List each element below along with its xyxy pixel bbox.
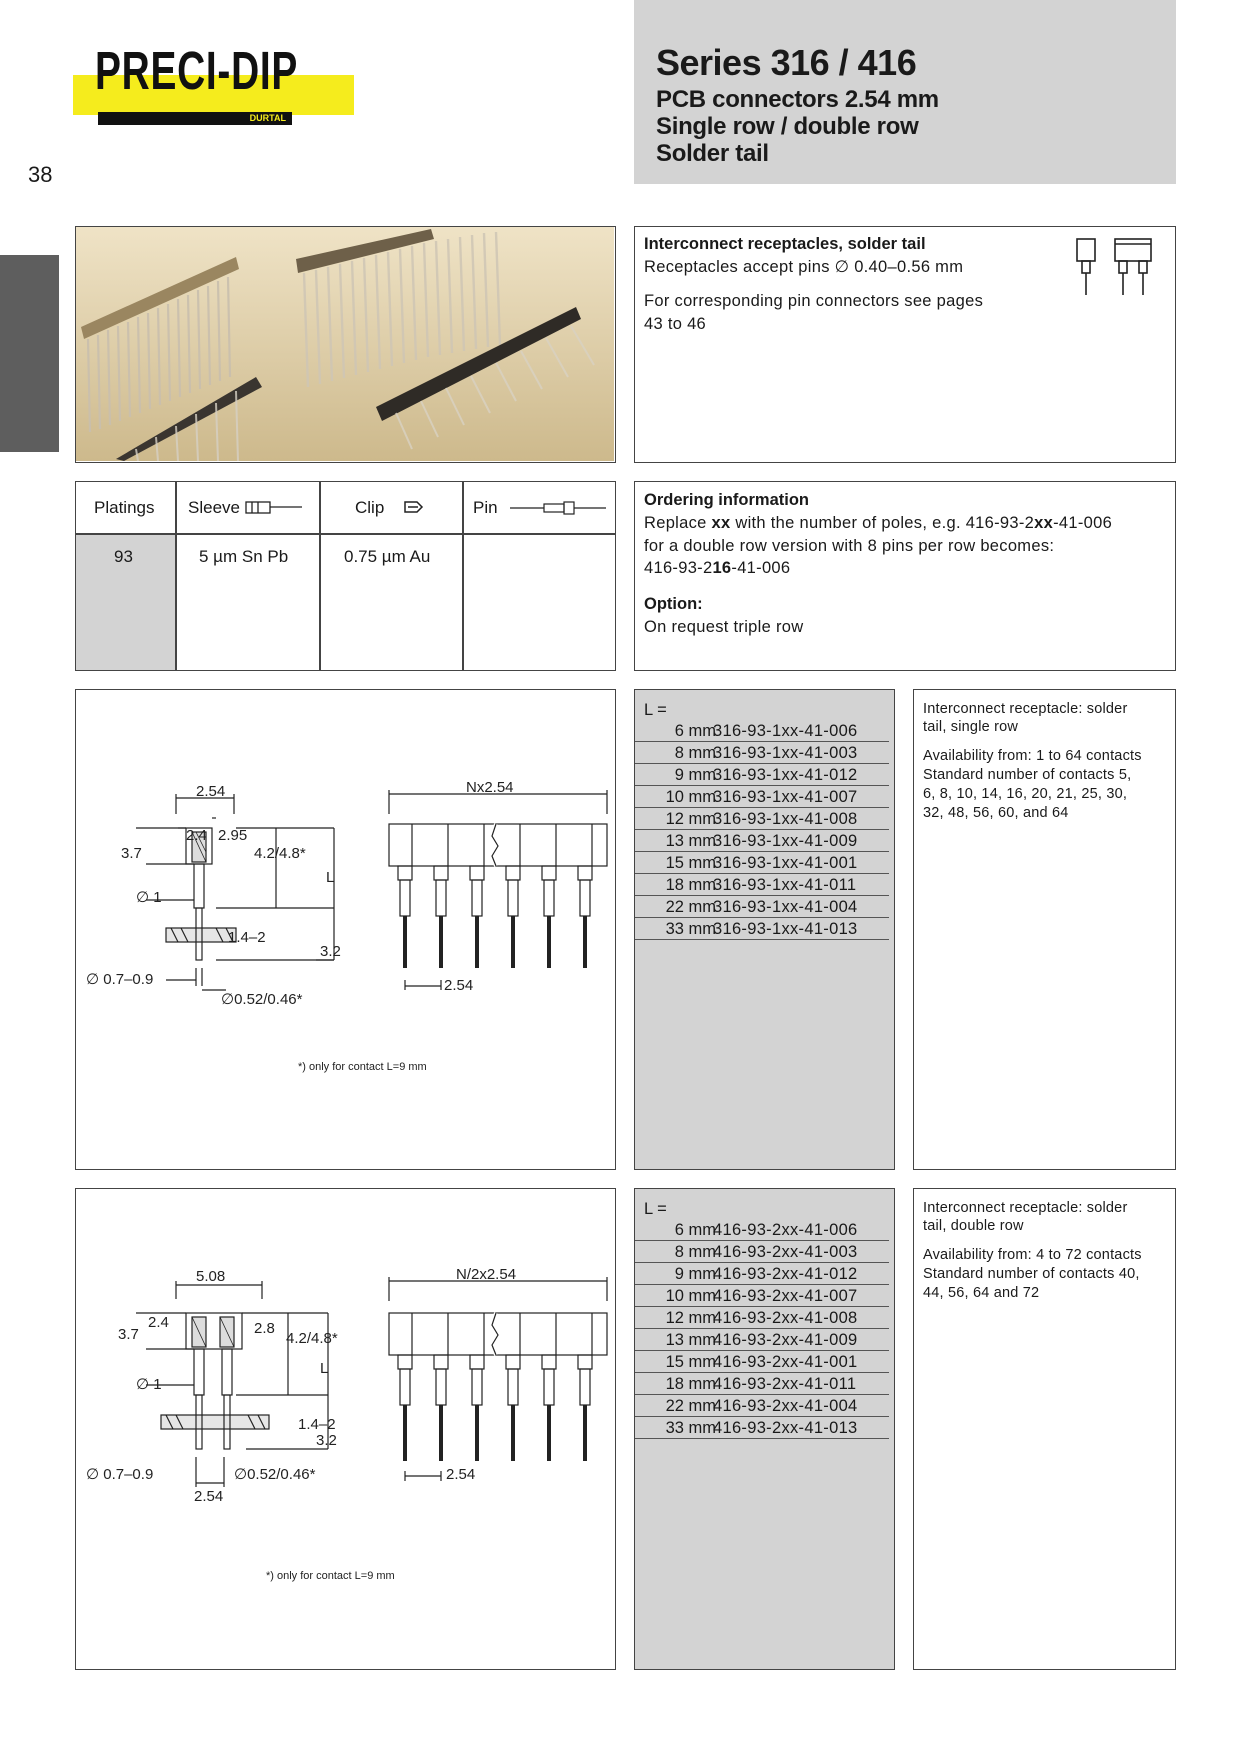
brand-sub: DURTAL [98, 112, 292, 125]
subtitle-3: Solder tail [656, 140, 769, 167]
dim-pitch-2: 2.54 [444, 977, 474, 994]
single-row-drawing-box [75, 689, 616, 1170]
subtitle-1: PCB connectors 2.54 mm [656, 86, 939, 113]
dim-pitch-2: 2.54 [446, 1466, 476, 1483]
dim-3-2: 3.2 [316, 1432, 337, 1449]
dim-width: 5.08 [196, 1268, 226, 1285]
desc-line-1: Interconnect receptacle: solder [923, 701, 1128, 717]
dim-0-7: ∅ 0.7–0.9 [86, 971, 154, 988]
dim-3-7: 3.7 [121, 845, 142, 862]
pin-icon [508, 498, 608, 518]
part-row [635, 786, 889, 808]
length-value: 8 mm [674, 744, 716, 762]
intro-pages-1: For corresponding pin connectors see pages [644, 292, 984, 310]
part-row [635, 1263, 889, 1285]
length-value: 22 mm [665, 898, 716, 916]
dim-phi-1: ∅ 1 [136, 1376, 162, 1393]
part-row [635, 1417, 889, 1439]
ordering-box [634, 481, 1176, 671]
part-number: 416-93-2xx-41-008 [713, 1309, 858, 1327]
length-value: 33 mm [665, 920, 716, 938]
plating-code: 93 [114, 547, 133, 566]
dim-span: N/2x2.54 [456, 1266, 517, 1283]
l-label: L = [644, 701, 667, 719]
part-row [635, 1395, 889, 1417]
receptacle-symbol-icon [1075, 235, 1165, 299]
part-row [635, 852, 889, 874]
footnote: *) only for contact L=9 mm [266, 1570, 395, 1582]
length-value: 9 mm [674, 1265, 716, 1283]
brand-logo: PRECI-DIP [95, 41, 299, 101]
length-value: 18 mm [665, 1375, 716, 1393]
desc-line-1: Interconnect receptacle: solder [923, 1200, 1128, 1216]
double-row-description [913, 1188, 1176, 1670]
dim-pitch: 2.54 [194, 1488, 224, 1505]
subtitle-2: Single row / double row [656, 113, 919, 140]
length-value: 12 mm [665, 1309, 716, 1327]
length-value: 33 mm [665, 1419, 716, 1437]
length-value: 15 mm [665, 854, 716, 872]
length-value: 22 mm [665, 1397, 716, 1415]
part-number: 416-93-2xx-41-007 [713, 1287, 858, 1305]
length-value: 10 mm [665, 1287, 716, 1305]
part-row [635, 896, 889, 918]
double-row-parts-list [634, 1188, 895, 1670]
dim-L: L [326, 869, 335, 886]
length-value: 8 mm [674, 1243, 716, 1261]
part-row [635, 720, 889, 742]
standard-contacts-2: 44, 56, 64 and 72 [923, 1285, 1040, 1301]
standard-contacts-1: Standard number of contacts 5, [923, 767, 1132, 783]
length-value: 18 mm [665, 876, 716, 894]
standard-contacts-3: 32, 48, 56, 60, and 64 [923, 805, 1069, 821]
part-number: 316-93-1xx-41-008 [713, 810, 858, 828]
length-value: 10 mm [665, 788, 716, 806]
platings-header: Platings [94, 498, 155, 517]
length-value: 13 mm [665, 1331, 716, 1349]
option-heading: Option: [644, 595, 703, 613]
length-value: 6 mm [674, 722, 716, 740]
connectors-photo-illustration [76, 227, 614, 461]
part-number: 316-93-1xx-41-013 [713, 920, 858, 938]
product-photo [75, 226, 616, 463]
desc-line-2: tail, single row [923, 719, 1019, 735]
part-number: 316-93-1xx-41-001 [713, 854, 858, 872]
part-row [635, 830, 889, 852]
length-value: 15 mm [665, 1353, 716, 1371]
standard-contacts-2: 6, 8, 10, 14, 16, 20, 21, 25, 30, [923, 786, 1128, 802]
clip-header: Clip [355, 498, 385, 517]
part-number: 316-93-1xx-41-007 [713, 788, 858, 806]
dim-3-7: 3.7 [118, 1326, 139, 1343]
part-row [635, 1285, 889, 1307]
intro-pins: Receptacles accept pins ∅ 0.40–0.56 mm [644, 258, 964, 276]
part-number: 416-93-2xx-41-011 [713, 1375, 857, 1393]
intro-pages-2: 43 to 46 [644, 315, 707, 333]
side-tab [0, 255, 59, 452]
length-value: 12 mm [665, 810, 716, 828]
page-title: Series 316 / 416 [656, 42, 917, 83]
dim-2-8: 2.8 [254, 1320, 275, 1337]
option-text: On request triple row [644, 618, 804, 636]
single-row-technical-drawing [76, 690, 614, 1168]
part-number: 416-93-2xx-41-001 [713, 1353, 858, 1371]
part-row [635, 1329, 889, 1351]
front-view-pins [398, 866, 592, 990]
availability: Availability from: 1 to 64 contacts [923, 748, 1142, 764]
double-row-drawing-box [75, 1188, 616, 1670]
clip-icon [402, 499, 426, 515]
ordering-line-1: Replace xx with the number of poles, e.g. 416-93-2xx-41-006 [644, 514, 1113, 532]
dim-2-95: 2.95 [218, 827, 248, 844]
part-number: 416-93-2xx-41-009 [713, 1331, 858, 1349]
part-number: 416-93-2xx-41-004 [713, 1397, 858, 1415]
clip-value: 0.75 µm Au [344, 547, 431, 566]
standard-contacts-1: Standard number of contacts 40, [923, 1266, 1140, 1282]
part-number: 416-93-2xx-41-003 [713, 1243, 858, 1261]
single-row-parts-list [634, 689, 895, 1170]
part-number: 316-93-1xx-41-009 [713, 832, 858, 850]
part-row [635, 918, 889, 940]
dim-pitch: 2.54 [196, 783, 226, 800]
length-value: 6 mm [674, 1221, 716, 1239]
page-number: 38 [28, 162, 53, 187]
desc-line-2: tail, double row [923, 1218, 1024, 1234]
dim-2-4: 2.4 [148, 1314, 169, 1331]
sleeve-header: Sleeve [188, 498, 240, 517]
dim-3-2: 3.2 [320, 943, 341, 960]
dim-0-52: ∅0.52/0.46* [234, 1466, 316, 1483]
part-row [635, 808, 889, 830]
part-number: 416-93-2xx-41-012 [713, 1265, 858, 1283]
length-value: 9 mm [674, 766, 716, 784]
dim-0-7: ∅ 0.7–0.9 [86, 1466, 154, 1483]
part-number: 416-93-2xx-41-006 [713, 1221, 858, 1239]
part-row [635, 1219, 889, 1241]
dim-2-4: 2.4 [186, 827, 207, 844]
intro-heading: Interconnect receptacles, solder tail [644, 235, 926, 253]
availability: Availability from: 4 to 72 contacts [923, 1247, 1142, 1263]
part-row [635, 1351, 889, 1373]
dim-1-4: 1.4–2 [298, 1416, 336, 1433]
dim-L: L [320, 1360, 329, 1377]
ordering-line-3: 416-93-216-41-006 [644, 559, 791, 577]
part-row [635, 874, 889, 896]
pin-header: Pin [473, 498, 498, 517]
intro-box [634, 226, 1176, 463]
sleeve-value: 5 µm Sn Pb [199, 547, 289, 566]
part-row [635, 764, 889, 786]
part-number: 316-93-1xx-41-004 [713, 898, 858, 916]
dim-span: Nx2.54 [466, 779, 514, 796]
dim-4-2: 4.2/4.8* [254, 845, 306, 862]
dim-4-2: 4.2/4.8* [286, 1330, 338, 1347]
part-number: 316-93-1xx-41-003 [713, 744, 858, 762]
part-number: 316-93-1xx-41-006 [713, 722, 858, 740]
front-view-pins [398, 1355, 592, 1481]
footnote: *) only for contact L=9 mm [298, 1061, 427, 1073]
part-row [635, 1307, 889, 1329]
part-number: 316-93-1xx-41-012 [713, 766, 858, 784]
length-value: 13 mm [665, 832, 716, 850]
l-label: L = [644, 1200, 667, 1218]
dim-1-4: 1.4–2 [228, 929, 266, 946]
part-row [635, 742, 889, 764]
single-row-description [913, 689, 1176, 1170]
part-row [635, 1373, 889, 1395]
platings-table [75, 481, 616, 671]
double-row-technical-drawing [76, 1189, 614, 1668]
ordering-line-2: for a double row version with 8 pins per row becomes: [644, 537, 1055, 555]
part-number: 416-93-2xx-41-013 [713, 1419, 858, 1437]
dim-0-52: ∅0.52/0.46* [221, 991, 303, 1008]
part-row [635, 1241, 889, 1263]
part-number: 316-93-1xx-41-011 [713, 876, 857, 894]
sleeve-icon [244, 498, 304, 518]
ordering-heading: Ordering information [644, 491, 809, 509]
dim-phi-1: ∅ 1 [136, 889, 162, 906]
